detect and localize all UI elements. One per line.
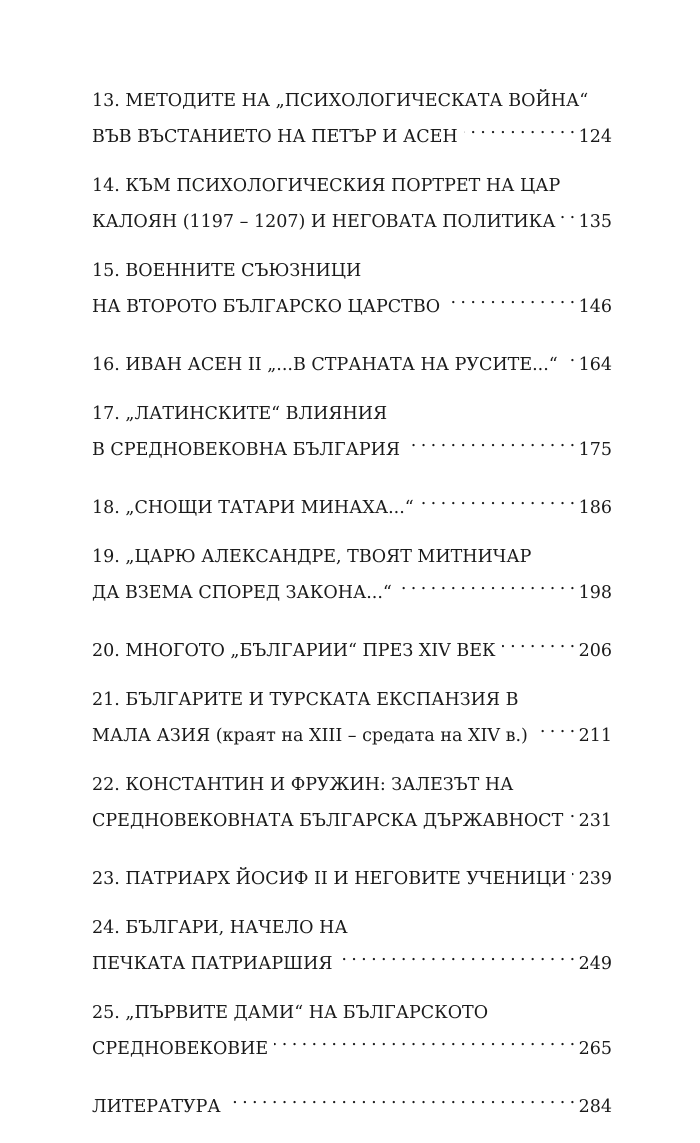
toc-entry-title: 25. „ПЪРВИТЕ ДАМИ“ НА БЪЛГАРСКОТО — [92, 1003, 489, 1023]
toc-entry-line — [92, 772, 612, 799]
toc-entry — [92, 544, 612, 607]
toc-entry-last-line — [92, 486, 612, 522]
toc-entry-last-line — [92, 571, 612, 607]
toc-entry — [92, 258, 612, 321]
dot-leader — [534, 714, 575, 741]
toc-entry — [92, 401, 612, 464]
toc-page-number: 198 — [578, 583, 612, 603]
toc-entry-title: СРЕДНОВЕКОВИЕ — [92, 1039, 269, 1059]
toc-entry-title: 23. ПАТРИАРХ ЙОСИФ II И НЕГОВИТЕ УЧЕНИЦИ — [92, 869, 567, 889]
dot-leader — [572, 857, 574, 884]
toc-entry-title: КАЛОЯН (1197 – 1207) И НЕГОВАТА ПОЛИТИКА — [92, 212, 556, 232]
toc-page-number: 146 — [578, 297, 612, 317]
toc-page-number: 135 — [578, 212, 612, 232]
toc-entry-title: 17. „ЛАТИНСКИТЕ“ ВЛИЯНИЯ — [92, 404, 388, 424]
toc-entry — [92, 1000, 612, 1063]
toc-entry-line — [92, 1000, 612, 1027]
toc-page-number: 206 — [578, 641, 612, 661]
toc-entry-title: 20. МНОГОТО „БЪЛГАРИИ“ ПРЕЗ XIV ВЕК — [92, 641, 496, 661]
toc-page-number: 284 — [578, 1097, 612, 1117]
toc-entry — [92, 915, 612, 978]
toc-entry-last-line — [92, 200, 612, 236]
dot-leader — [398, 571, 575, 598]
toc-entry-last-line — [92, 1085, 612, 1121]
toc-entry-title: 16. ИВАН АСЕН II „...В СТРАНАТА НА РУСИТЕ...“ — [92, 355, 558, 375]
toc-entry — [92, 343, 612, 379]
toc-entry-title: 24. БЪЛГАРИ, НАЧЕЛО НА — [92, 918, 348, 938]
toc-entry-title: МАЛА АЗИЯ (краят на XIII – средата на XIV в.) — [92, 726, 528, 746]
toc-entry-last-line — [92, 1027, 612, 1063]
toc-entry-last-line — [92, 629, 612, 665]
toc-entry-title: 21. БЪЛГАРИТЕ И ТУРСКАТА ЕКСПАНЗИЯ В — [92, 690, 519, 710]
toc-entry — [92, 88, 612, 151]
dot-leader — [464, 115, 575, 142]
toc-entry — [92, 173, 612, 236]
toc-entry-last-line — [92, 857, 612, 893]
dot-leader — [502, 629, 575, 656]
toc-entry — [92, 1085, 612, 1121]
toc-entry-line — [92, 173, 612, 200]
toc-entry-title: ДА ВЗЕМА СПОРЕД ЗАКОНА...“ — [92, 583, 392, 603]
toc-page-number: 124 — [578, 127, 612, 147]
toc-entry-title: 15. ВОЕННИТЕ СЪЮЗНИЦИ — [92, 261, 362, 281]
toc-entry-title: 18. „СНОЩИ ТАТАРИ МИНАХА...“ — [92, 498, 414, 518]
toc-entry-line — [92, 401, 612, 428]
toc-entry-title: 19. „ЦАРЮ АЛЕКСАНДРЕ, ТВОЯТ МИТНИЧАР — [92, 547, 532, 567]
toc-entry-title: СРЕДНОВЕКОВНАТА БЪЛГАРСКА ДЪРЖАВНОСТ — [92, 811, 564, 831]
toc-entry-title: ЛИТЕРАТУРА — [92, 1097, 221, 1117]
toc-page-number: 175 — [578, 440, 612, 460]
toc-entry — [92, 629, 612, 665]
toc-entry — [92, 486, 612, 522]
toc-entry-last-line — [92, 799, 612, 835]
dot-leader — [420, 486, 575, 513]
toc-page-number: 265 — [578, 1039, 612, 1059]
toc-entry-last-line — [92, 285, 612, 321]
toc-entry-title: ПЕЧКАТА ПАТРИАРШИЯ — [92, 954, 333, 974]
dot-leader — [564, 343, 575, 370]
dot-leader — [406, 428, 575, 455]
toc-entry-line — [92, 915, 612, 942]
toc-entry-title: 14. КЪМ ПСИХОЛОГИЧЕСКИЯ ПОРТРЕТ НА ЦАР — [92, 176, 561, 196]
dot-leader — [227, 1085, 575, 1112]
toc-entry-title: НА ВТОРОТО БЪЛГАРСКО ЦАРСТВО — [92, 297, 441, 317]
dot-leader — [338, 942, 574, 969]
toc-entry — [92, 772, 612, 835]
toc-page-number: 239 — [578, 869, 612, 889]
table-of-contents — [92, 88, 612, 1143]
toc-entry-last-line — [92, 343, 612, 379]
toc-page-number: 249 — [578, 954, 612, 974]
toc-entry-last-line — [92, 942, 612, 978]
toc-entry-title: 13. МЕТОДИТЕ НА „ПСИХОЛОГИЧЕСКАТА ВОЙНА“ — [92, 91, 589, 111]
toc-entry-last-line — [92, 714, 612, 750]
toc-page-number: 164 — [578, 355, 612, 375]
toc-entry-title: ВЪВ ВЪСТАНИЕТО НА ПЕТЪР И АСЕН — [92, 127, 458, 147]
toc-page-number: 186 — [578, 498, 612, 518]
toc-entry-line — [92, 258, 612, 285]
toc-entry — [92, 857, 612, 893]
dot-leader — [446, 285, 575, 312]
toc-entry-title: 22. КОНСТАНТИН И ФРУЖИН: ЗАЛЕЗЪТ НА — [92, 775, 514, 795]
toc-entry-line — [92, 88, 612, 115]
toc-page-number: 211 — [578, 726, 612, 746]
toc-entry — [92, 687, 612, 750]
dot-leader — [569, 799, 574, 826]
toc-entry-last-line — [92, 115, 612, 151]
toc-page-number: 231 — [578, 811, 612, 831]
dot-leader — [561, 200, 574, 227]
toc-entry-line — [92, 544, 612, 571]
toc-entry-title: В СРЕДНОВЕКОВНА БЪЛГАРИЯ — [92, 440, 401, 460]
toc-entry-line — [92, 687, 612, 714]
toc-entry-last-line — [92, 428, 612, 464]
